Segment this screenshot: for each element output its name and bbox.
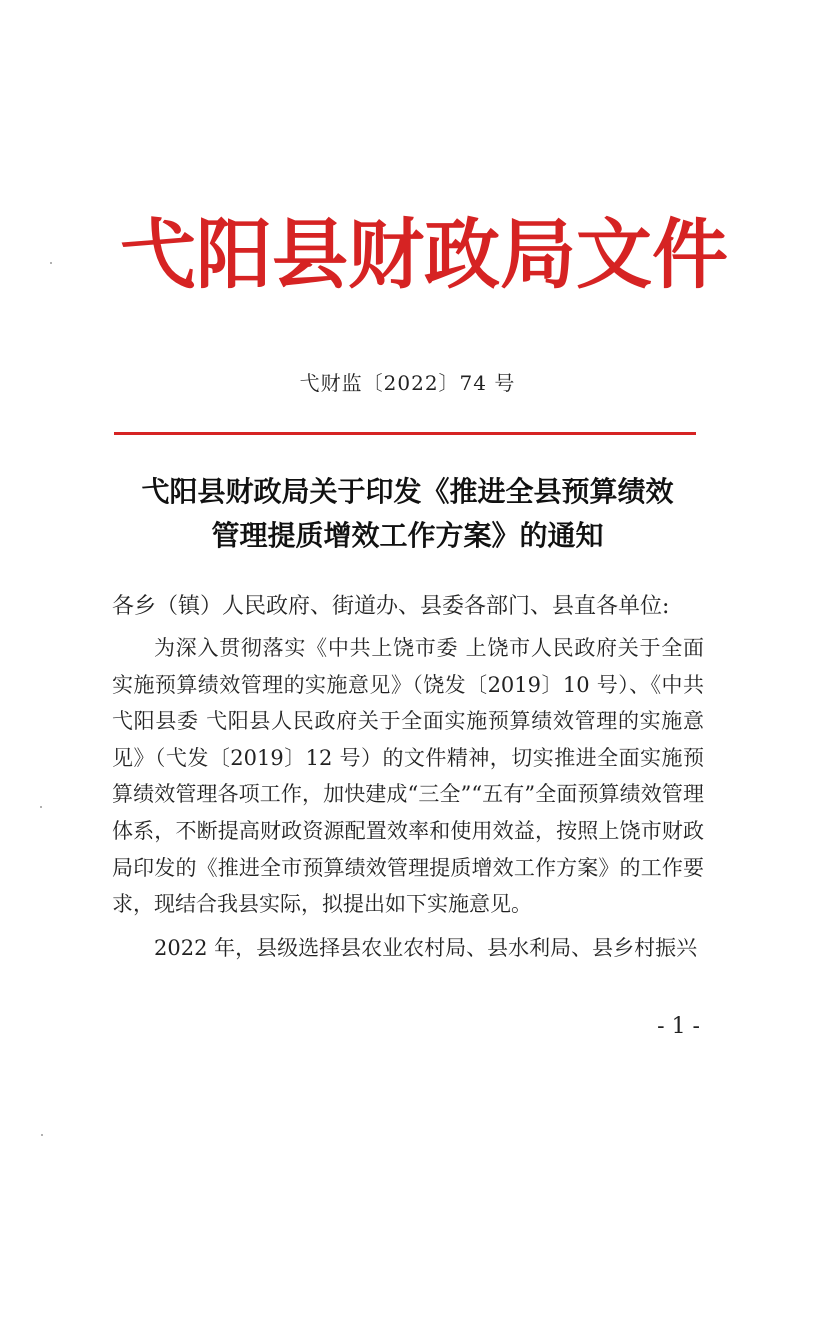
scan-speck: [50, 262, 52, 264]
document-number: 弋财监〔2022〕74 号: [299, 371, 516, 395]
scan-speck: [40, 806, 42, 808]
salutation: 各乡（镇）人民政府、街道办、县委各部门、县直各单位:: [112, 594, 670, 619]
scan-speck: [41, 1134, 43, 1136]
notice-title: [100, 470, 715, 558]
document-header-title: 弋阳县财政局文件: [120, 210, 728, 299]
page-number: - 1 -: [657, 1014, 700, 1039]
header-red-rule: [114, 432, 696, 435]
body-paragraph-1: 为深入贯彻落实《中共上饶市委 上饶市人民政府关于全面实施预算绩效管理的实施意见》（饶发〔2019〕10 号）、《中共弋阳县委 弋阳县人民政府关于全面实施预算绩效管理的实施意见》（弋发〔2019〕12 号）的文件精神，切实推进全面实施预算绩效管理各项工作，加快建成“三全”“五有”全面预算绩效管理体系，不断提高财政资源配置效率和使用效益，按照上饶市财政局印发的《推进全市预算绩效管理提质增效工作方案》的工作要求，现结合我县实际，拟提出如下实施意见。: [112, 636, 704, 917]
body-paragraph-2: 2022 年，县级选择县农业农村局、县水利局、县乡村振兴: [154, 936, 698, 960]
notice-title-line-2: 管理提质增效工作方案》的通知: [211, 519, 604, 552]
notice-title-line-1: 弋阳县财政局关于印发《推进全县预算绩效: [141, 475, 674, 508]
